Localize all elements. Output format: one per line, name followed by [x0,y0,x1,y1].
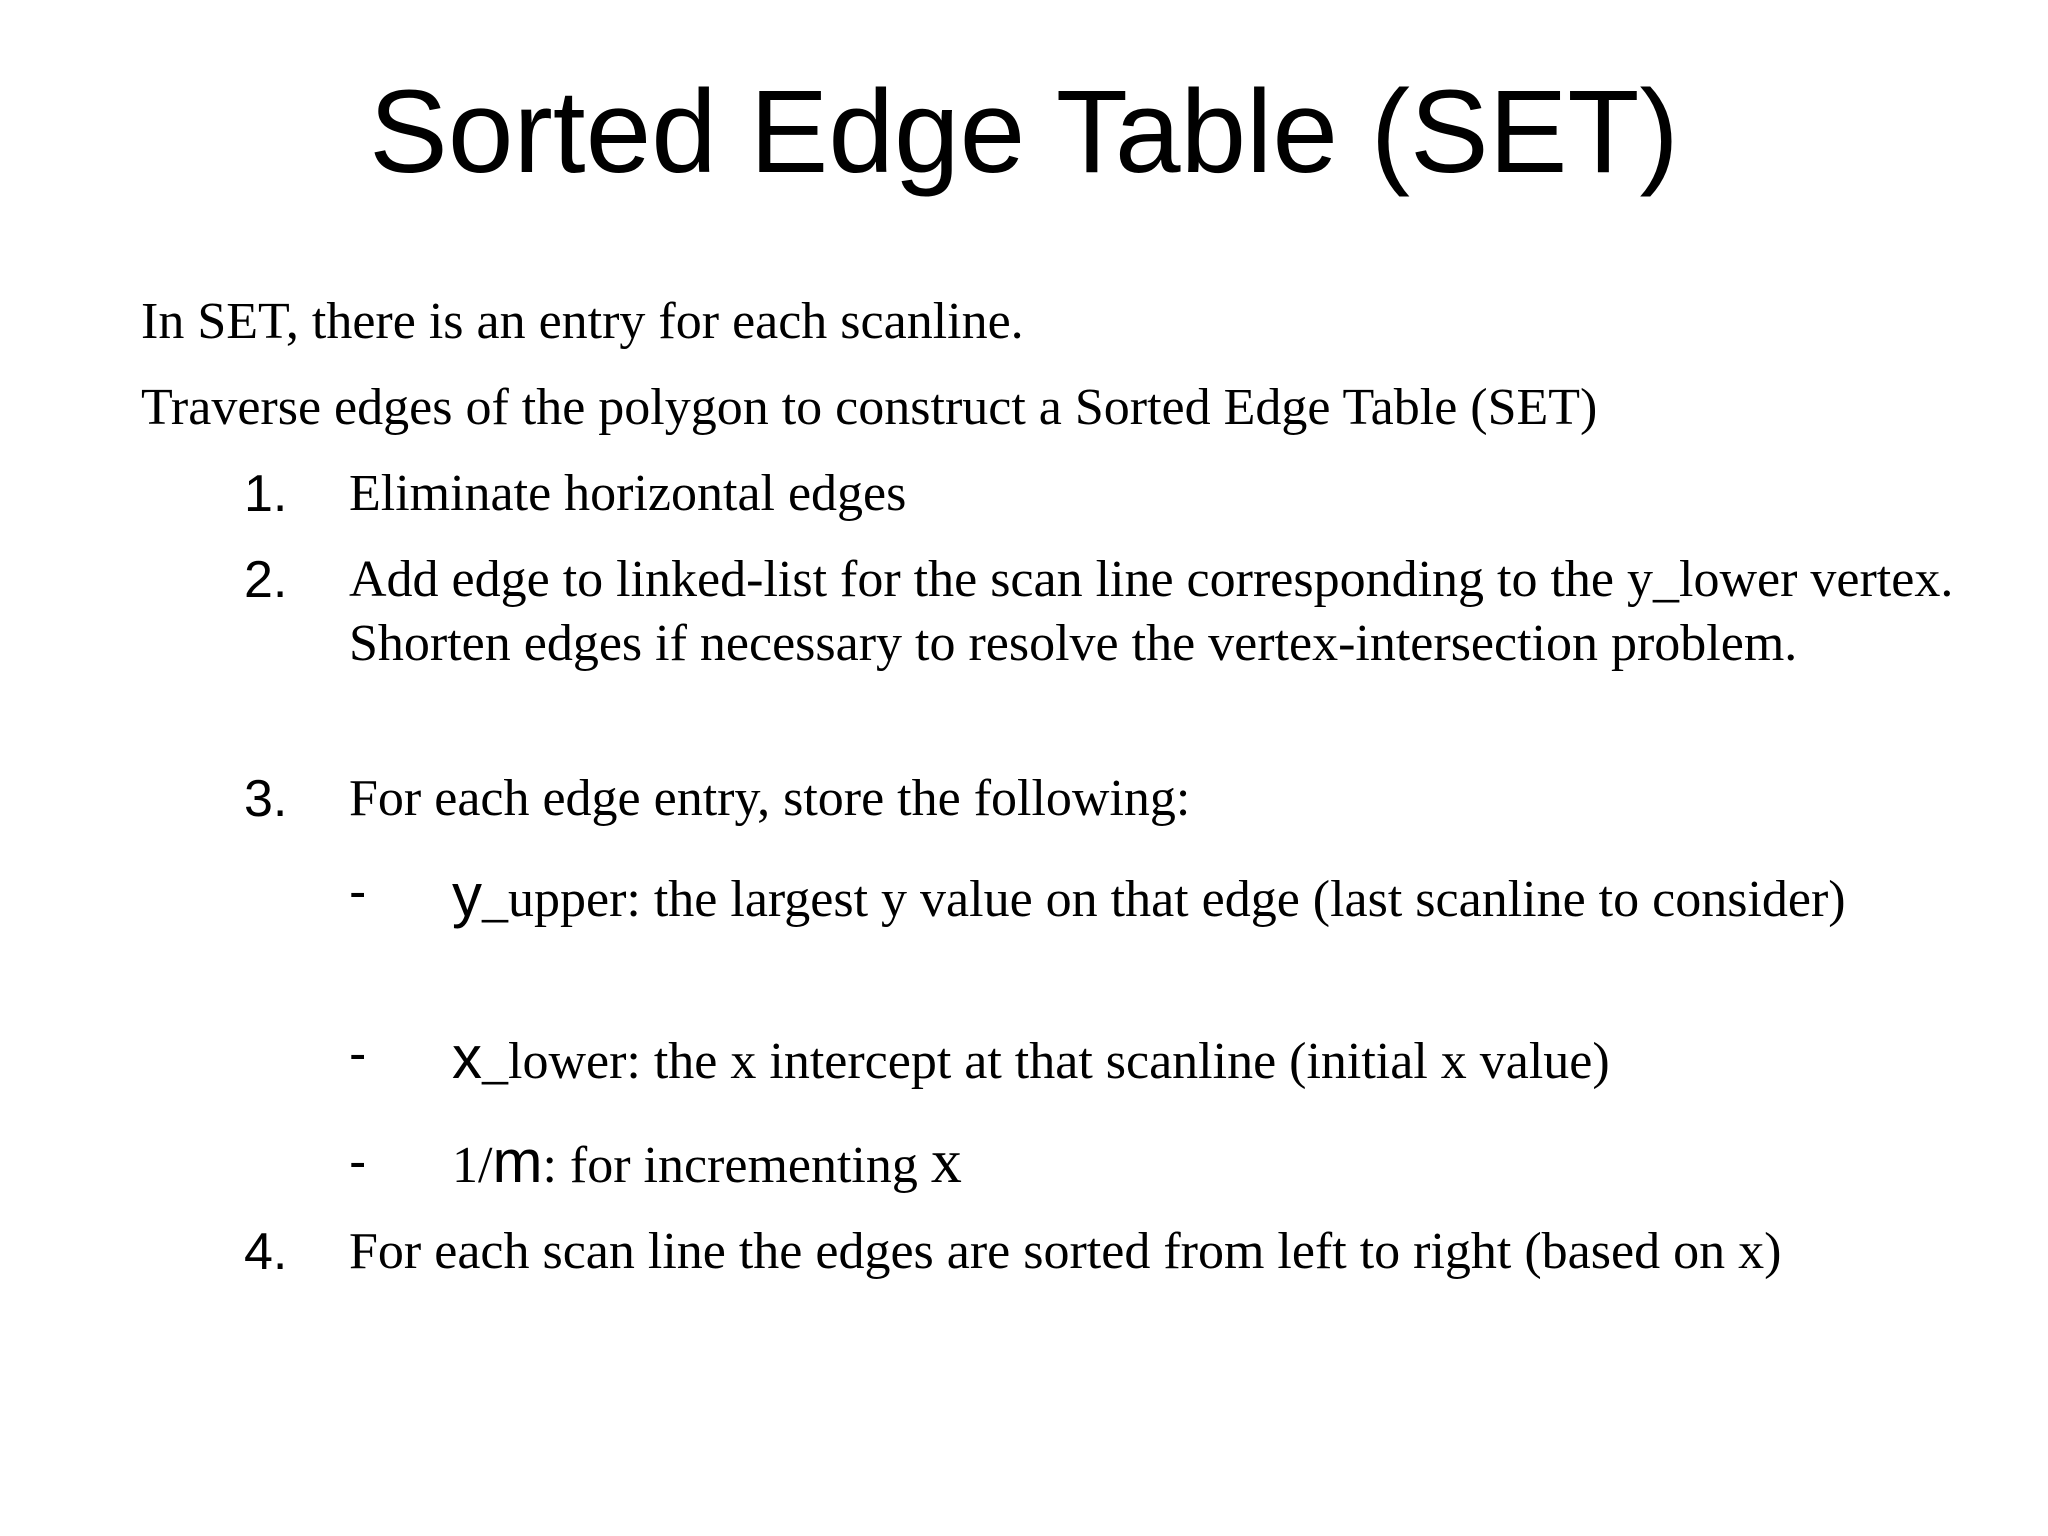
field-1-name: y [452,862,482,929]
step-2-number: 2. [244,551,288,609]
field-y-upper [452,864,1912,932]
field-2-name: x [452,1024,482,1091]
step-3-number: 3. [244,770,288,828]
field-1-dash: - [349,863,367,921]
step-1-number: 1. [244,465,288,523]
field-x-lower [452,1026,1912,1094]
step-2-text: Add edge to linked-list for the scan line corresponding to the y_lower vertex. Shorten edges if necessary to resolve the vertex-intersection problem. [349,551,1954,672]
step-4-text: For each scan line the edges are sorted from left to right (based on x) [349,1223,1782,1280]
slide-title: Sorted Edge Table (SET) [369,66,1679,198]
intro-line-2: Traverse edges of the polygon to construct a Sorted Edge Table (SET) [141,379,1598,436]
field-3-dash: - [349,1133,367,1191]
field-3-text: : for incrementing [542,1137,931,1194]
intro-line-1: In SET, there is an entry for each scanline. [141,293,1024,350]
field-inverse-slope [452,1130,1912,1198]
field-3-name: m [492,1128,543,1195]
field-2-dash: - [349,1025,367,1083]
field-2-text: _lower: the x intercept at that scanline (initial x value) [482,1033,1610,1090]
field-3-suffix: x [930,1128,962,1196]
step-3-text: For each edge entry, store the following: [349,770,1191,827]
step-4-number: 4. [244,1223,288,1281]
step-1-text: Eliminate horizontal edges [349,465,907,522]
field-3-prefix: 1/ [452,1137,493,1194]
field-1-text: _upper: the largest y value on that edge (last scanline to consider) [482,871,1846,928]
